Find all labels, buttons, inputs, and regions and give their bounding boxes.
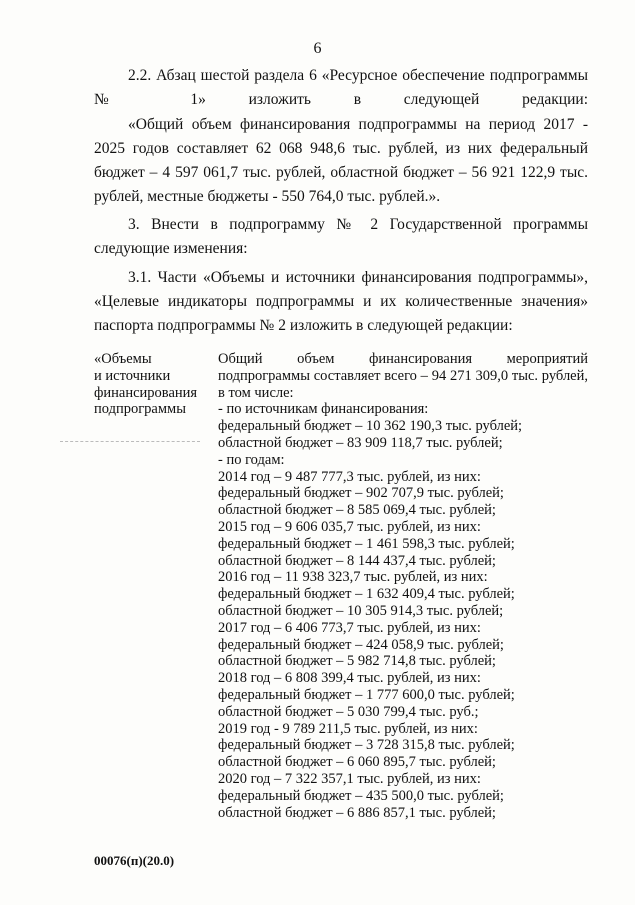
funding-line: областной бюджет – 10 305 914,3 тыс. рублей;: [218, 602, 504, 619]
funding-line: областной бюджет – 8 144 437,4 тыс. рублей;: [218, 552, 496, 569]
funding-line: 2014 год – 9 487 777,3 тыс. рублей, из них:: [218, 468, 481, 485]
funding-line: федеральный бюджет – 1 461 598,3 тыс. рублей;: [218, 535, 515, 552]
scan-artifact-line: [60, 441, 200, 442]
funding-line: - по годам:: [218, 451, 285, 468]
left-col-line: подпрограммы: [94, 401, 186, 418]
table-left-column: [94, 351, 204, 418]
funding-line: федеральный бюджет – 1 632 409,4 тыс. рублей;: [218, 586, 515, 603]
funding-line: федеральный бюджет – 3 728 315,8 тыс. рублей;: [218, 737, 515, 754]
funding-line: федеральный бюджет – 424 058,9 тыс. рублей;: [218, 636, 504, 653]
funding-line: федеральный бюджет – 435 500,0 тыс. рублей;: [218, 787, 504, 804]
funding-line: 2020 год – 7 322 357,1 тыс. рублей, из них:: [218, 770, 481, 787]
funding-line: 2019 год - 9 789 211,5 тыс. рублей, из них:: [218, 720, 478, 737]
paragraph-3: 3. Внести в подпрограмму № 2 Государственной программы следующие изменения:: [94, 216, 588, 257]
funding-line: федеральный бюджет – 1 777 600,0 тыс. рублей;: [218, 686, 515, 703]
paragraph-2-2: 2.2. Абзац шестой раздела 6 «Ресурсное обеспечение подпрограммы № 1» изложить в следующей редакции:: [94, 67, 588, 108]
funding-line: областной бюджет – 6 886 857,1 тыс. рублей;: [218, 804, 496, 821]
funding-line: 2016 год – 11 938 323,7 тыс. рублей, из них:: [218, 569, 488, 586]
footer-code: 00076(п)(20.0): [94, 853, 175, 868]
left-col-line: «Объемы: [94, 351, 152, 367]
funding-line: областной бюджет – 5 030 799,4 тыс. руб.;: [218, 703, 479, 720]
left-col-line: финансирования: [94, 384, 198, 401]
funding-line: федеральный бюджет – 902 707,9 тыс. рублей;: [218, 485, 504, 502]
page-number: 6: [313, 40, 322, 57]
paragraph-3-1: 3.1. Части «Объемы и источники финансирования подпрограммы», «Целевые индикаторы подпрограммы и их количественные значения» паспорта подпрограммы № 2 изложить в следующей редакции:: [94, 269, 588, 334]
table-right-column: [218, 351, 588, 821]
left-col-line: и источники: [94, 367, 171, 384]
funding-lines: [218, 401, 588, 821]
funding-line: 2018 год – 6 808 399,4 тыс. рублей, из них:: [218, 670, 481, 687]
funding-line: - по источникам финансирования:: [218, 401, 429, 418]
funding-intro: Общий объем финансирования мероприятий подпрограммы составляет всего – 94 271 309,0 тыс. рублей, в том числе:: [218, 351, 588, 401]
funding-line: 2017 год – 6 406 773,7 тыс. рублей, из них:: [218, 619, 481, 636]
funding-line: областной бюджет – 8 585 069,4 тыс. рублей;: [218, 502, 496, 519]
funding-line: областной бюджет – 6 060 895,7 тыс. рублей;: [218, 754, 496, 771]
paragraph-funding-text: «Общий объем финансирования подпрограммы на период 2017 - 2025 годов составляет 62 068 948,6 тыс. рублей, из них федеральный бюджет – 4 597 061,7 тыс. рублей, областной бюджет – 56 921 122,9 тыс. рублей, местные бюджеты - 550 764,0 тыс. рублей.».: [94, 116, 588, 205]
funding-line: областной бюджет – 5 982 714,8 тыс. рублей;: [218, 653, 496, 670]
funding-line: 2015 год – 9 606 035,7 тыс. рублей, из них:: [218, 518, 481, 535]
funding-line: федеральный бюджет – 10 362 190,3 тыс. рублей;: [218, 418, 523, 435]
funding-line: областной бюджет – 83 909 118,7 тыс. рублей;: [218, 434, 503, 451]
